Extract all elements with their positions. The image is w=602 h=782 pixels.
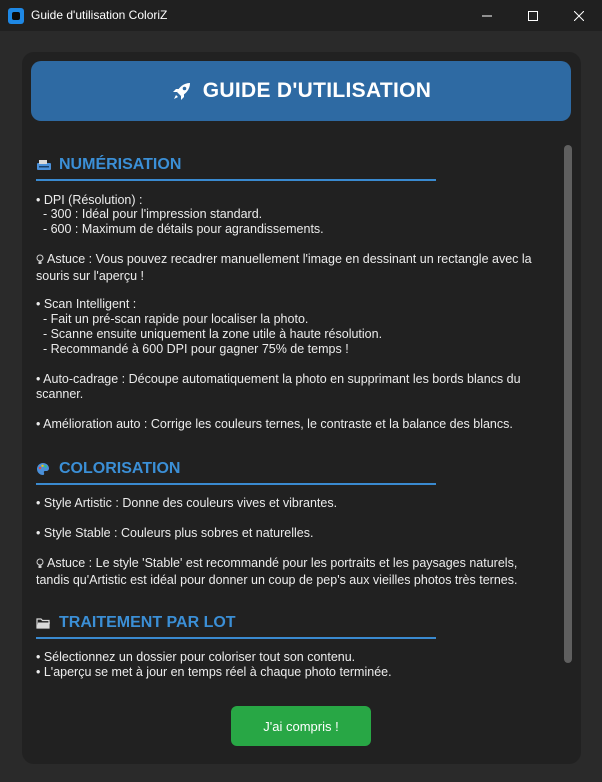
- rocket-icon: [171, 80, 193, 102]
- lightbulb-icon: [36, 254, 44, 269]
- maximize-icon: [528, 11, 538, 21]
- smart-scan-title: • Scan Intelligent :: [36, 297, 137, 311]
- window-title: Guide d'utilisation ColoriZ: [31, 8, 168, 22]
- lightbulb-icon: [36, 558, 44, 573]
- title-bar: [0, 0, 602, 31]
- batch-line-2: • L'aperçu se met à jour en temps réel à chaque photo terminée.: [36, 665, 392, 679]
- page-title: GUIDE D'UTILISATION: [202, 79, 432, 102]
- batch-line-1: • Sélectionnez un dossier pour coloriser tout son contenu.: [36, 650, 356, 664]
- style-stable-text: • Style Stable : Couleurs plus sobres et naturelles.: [36, 526, 314, 540]
- close-icon: [574, 11, 584, 21]
- minimize-icon: [482, 11, 492, 21]
- smart-scan-line-3: - Recommandé à 600 DPI pour gagner 75% de temps !: [36, 342, 349, 356]
- style-artistic-text: • Style Artistic : Donne des couleurs vives et vibrantes.: [36, 496, 338, 510]
- scanner-icon: [36, 158, 54, 172]
- section-numerisation-title: NUMÉRISATION: [36, 151, 436, 181]
- section-colorisation-title: COLORISATION: [36, 455, 436, 485]
- dpi-300: - 300 : Idéal pour l'impression standard.: [36, 207, 263, 221]
- numerisation-tip: [36, 252, 536, 284]
- section-batch-title: TRAITEMENT PAR LOT: [36, 609, 436, 639]
- dpi-600: - 600 : Maximum de détails pour agrandissements.: [36, 222, 324, 236]
- colorisation-tip-text: Astuce : Le style 'Stable' est recommandé pour les portraits et les paysages naturels, tandis qu'Artistic est idéal pour donner un coup de pep's aux vieilles photos très ternes.: [36, 556, 518, 587]
- scrollbar-track[interactable]: [564, 145, 572, 663]
- smart-scan-line-1: - Fait un pré-scan rapide pour localiser la photo.: [36, 312, 309, 326]
- maximize-button[interactable]: [510, 0, 556, 31]
- smart-scan-line-2: - Scanne ensuite uniquement la zone utile à haute résolution.: [36, 327, 383, 341]
- folder-icon: [36, 616, 54, 630]
- dpi-title: • DPI (Résolution) :: [36, 193, 143, 207]
- app-icon: [8, 8, 24, 24]
- enhance-text: • Amélioration auto : Corrige les couleurs ternes, le contraste et la balance des blancs.: [36, 417, 513, 431]
- scrollbar-thumb[interactable]: [564, 145, 572, 663]
- colorisation-tip: [36, 556, 536, 588]
- numerisation-tip-text: Astuce : Vous pouvez recadrer manuellement l'image en dessinant un rectangle avec la souris sur l'aperçu !: [36, 252, 532, 283]
- guide-header: [31, 61, 571, 121]
- close-button[interactable]: [556, 0, 602, 31]
- minimize-button[interactable]: [464, 0, 510, 31]
- palette-icon: [36, 462, 54, 476]
- ok-button[interactable]: J'ai compris !: [231, 706, 371, 746]
- autocrop-text: • Auto-cadrage : Découpe automatiquement la photo en supprimant les bords blancs du scanner.: [36, 372, 521, 401]
